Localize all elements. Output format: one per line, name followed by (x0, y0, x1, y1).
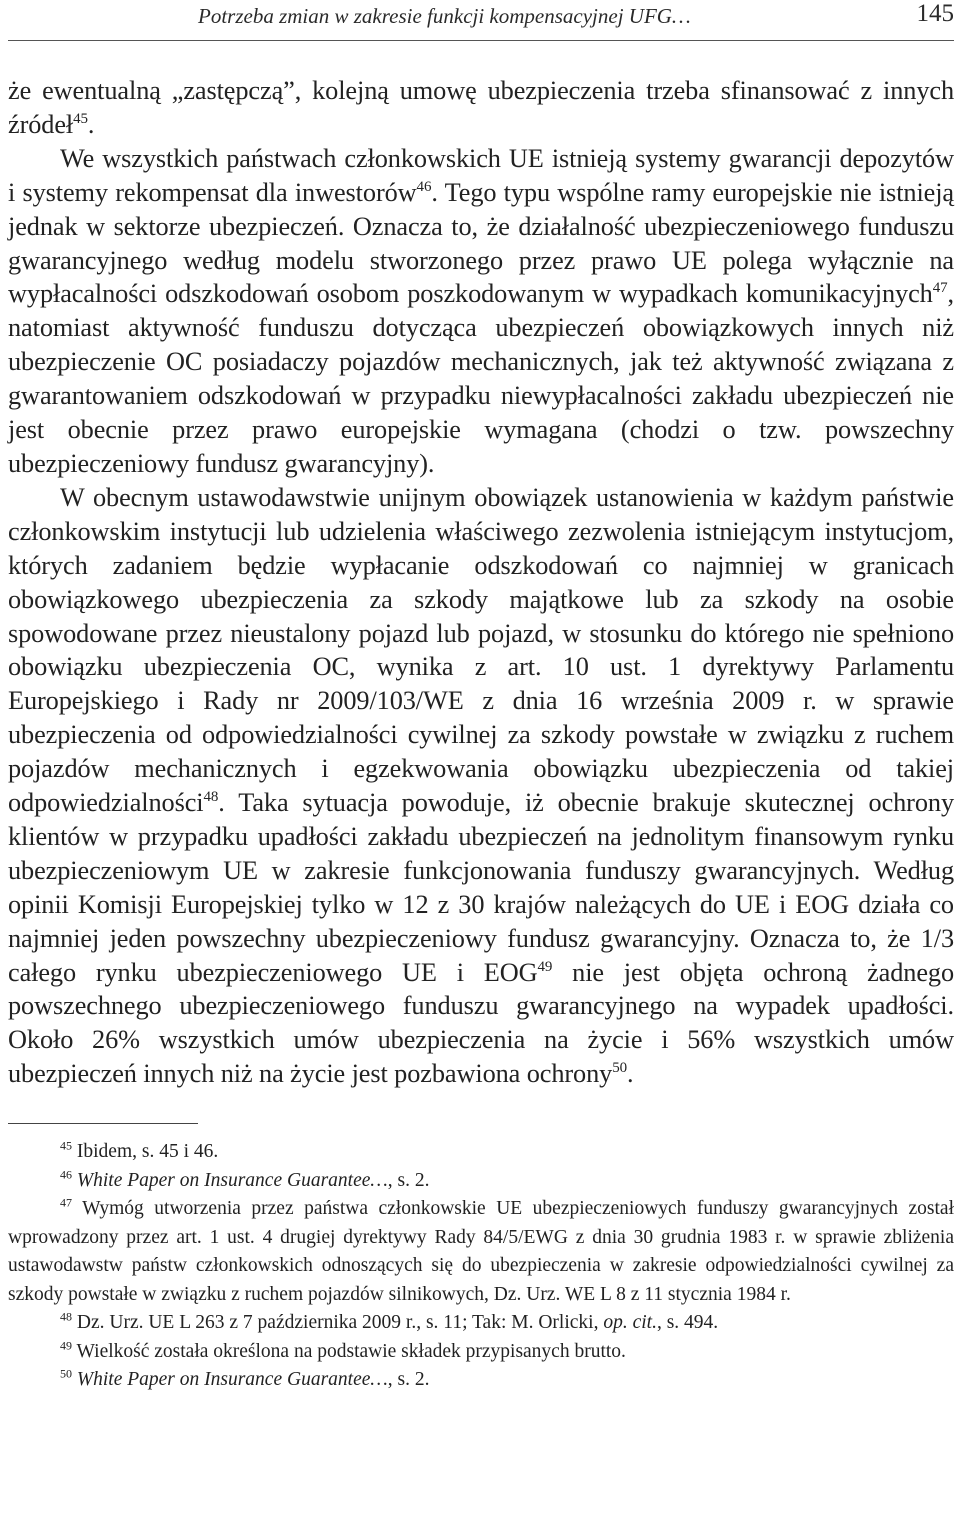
footnote (8, 1195, 954, 1309)
text-run: , natomiast aktywność funduszu dotycząca ubezpieczeń obowiązkowych innych niż ubezpieczenie OC posiadaczy pojazdów mechanicznych, jak też aktywność związana z gwarantowaniem odszkodowań w przypadku niewypłacalności zakładu ubezpieczeń nie jest obecnie przez prawo europejskie wymagana (chodzi o tzw. powszechny ubezpieczeniowy fundusz gwarancyjny). (8, 279, 954, 478)
running-header (8, 0, 954, 41)
paragraph (8, 142, 954, 481)
text-run: , s. 2. (387, 1369, 430, 1391)
footnote-number: 45 (60, 1138, 72, 1153)
text-run: nie jest objęta ochroną żadnego powszechnego ubezpieczeniowego funduszu gwarancyjnego na wypadek upadłości. Około 26% wszystkich umów ubezpieczenia na życie i 56% wszystkich umów ubezpieczeń innych niż na życie jest pozbawiona ochrony (8, 957, 954, 1089)
page-number: 145 (916, 0, 954, 27)
text-run: że ewentualną „zastępczą”, kolejną umowę ubezpieczenia trzeba sfinansować z innych źródeł (8, 76, 954, 139)
text-run: We wszystkich państwach członkowskich UE istnieją systemy gwarancji depozytów i systemy rekompensat dla inwestorów (8, 143, 954, 207)
text-run: . Taka sytuacja powoduje, iż obecnie brakuje skutecznej ochrony klientów w przypadku upadłości zakładu ubezpieczeń na jednolitym finansowym rynku ubezpieczeniowym UE w zakresie funkcjonowania funduszy gwarancyjnych. Według opinii Komisji Europejskiej tylko w 12 z 30 krajów należących do UE i EOG działa co najmniej jeden powszechny ubezpieczeniowy fundusz gwarancyjny. Oznacza to, że 1/3 całego rynku ubezpieczeniowego UE i EOG (8, 788, 954, 987)
footnote-number: 49 (60, 1338, 72, 1353)
italic-text: op. cit. (603, 1312, 657, 1334)
footnote-reference: 46 (416, 178, 432, 195)
footnote (8, 1338, 954, 1367)
footnote-number: 46 (60, 1167, 72, 1182)
footnote-reference: 45 (73, 111, 88, 128)
document-page (8, 0, 954, 1395)
text-run: Dz. Urz. UE L 263 z 7 października 2009 r., s. 11; Tak: M. Orlicki, (76, 1312, 604, 1334)
footnote-reference: 48 (203, 789, 219, 806)
paragraph (8, 74, 954, 142)
footnote (8, 1366, 954, 1395)
text-run: , s. 494. (656, 1312, 719, 1334)
text-run: , s. 2. (387, 1169, 430, 1191)
footnote (8, 1138, 954, 1167)
footnote-number: 50 (60, 1366, 72, 1381)
footnote-reference: 50 (612, 1060, 627, 1077)
text-run: . (627, 1059, 634, 1089)
running-title: Potrzeba zmian w zakresie funkcji kompensacyjnej UFG… (198, 4, 691, 28)
footnote-number: 47 (60, 1195, 72, 1210)
text-run: . (87, 109, 95, 139)
body-text (8, 74, 954, 1091)
footnote (8, 1309, 954, 1338)
text-run: . Tego typu wspólne ramy europejskie nie istnieją jednak w sektorze ubezpieczeń. Oznacza to, że działalność ubezpieczeniowego funduszu gwarancyjnego według modelu stworzonego przez prawo UE polega wyłącznie na wypłacalności odszkodowań osobom poszkodowanym w wypadkach komunikacyjnych (8, 177, 955, 309)
text-run: Wymóg utworzenia przez państwa członkowskie UE ubezpieczeniowych funduszy gwarancyjnych został wprowadzony przez art. 1 ust. 4 drugiej dyrektywy Rady 84/5/EWG z dnia 30 grudnia 1983 r. w sprawie zbliżenia ustawodawstw państw członkowskich odnoszących się do ubezpieczenia w zakresie odpowiedzialności cywilnej za szkody powstałe w związku z ruchem pojazdów silnikowych, Dz. Urz. WE L 8 z 11 stycznia 1984 r. (8, 1198, 954, 1305)
footnote-number: 48 (60, 1309, 72, 1324)
footnote (8, 1167, 954, 1196)
footnotes (8, 1138, 954, 1395)
footnote-reference: 47 (932, 280, 948, 297)
paragraph (8, 481, 954, 1091)
footnote-separator (8, 1123, 198, 1124)
footnote-reference: 49 (537, 958, 553, 975)
italic-text: White Paper on Insurance Guarantee… (76, 1369, 388, 1391)
italic-text: White Paper on Insurance Guarantee… (76, 1169, 388, 1191)
text-run: Wielkość została określona na podstawie składek przypisanych brutto. (76, 1340, 626, 1362)
text-run: Ibidem, s. 45 i 46. (76, 1141, 219, 1163)
text-run: W obecnym ustawodawstwie unijnym obowiązek ustanowienia w każdym państwie członkowskim instytucji lub udzielenia właściwego zezwolenia istniejącym instytucjom, których zadaniem będzie wypłacanie odszkodowań co najmniej w granicach obowiązkowego ubezpieczenia za szkody majątkowe lub za szkody na osobie spowodowane przez nieustalony pojazd lub pojazd, w stosunku do którego nie spełniono obowiązku ubezpieczenia OC, wynika z art. 10 ust. 1 dyrektywy Parlamentu Europejskiego i Rady nr 2009/103/WE z dnia 16 września 2009 r. w sprawie ubezpieczenia od odpowiedzialności cywilnej za szkody powstałe w związku z ruchem pojazdów mechanicznych i egzekwowania obowiązku ubezpieczenia od takiej odpowiedzialności (8, 482, 954, 818)
